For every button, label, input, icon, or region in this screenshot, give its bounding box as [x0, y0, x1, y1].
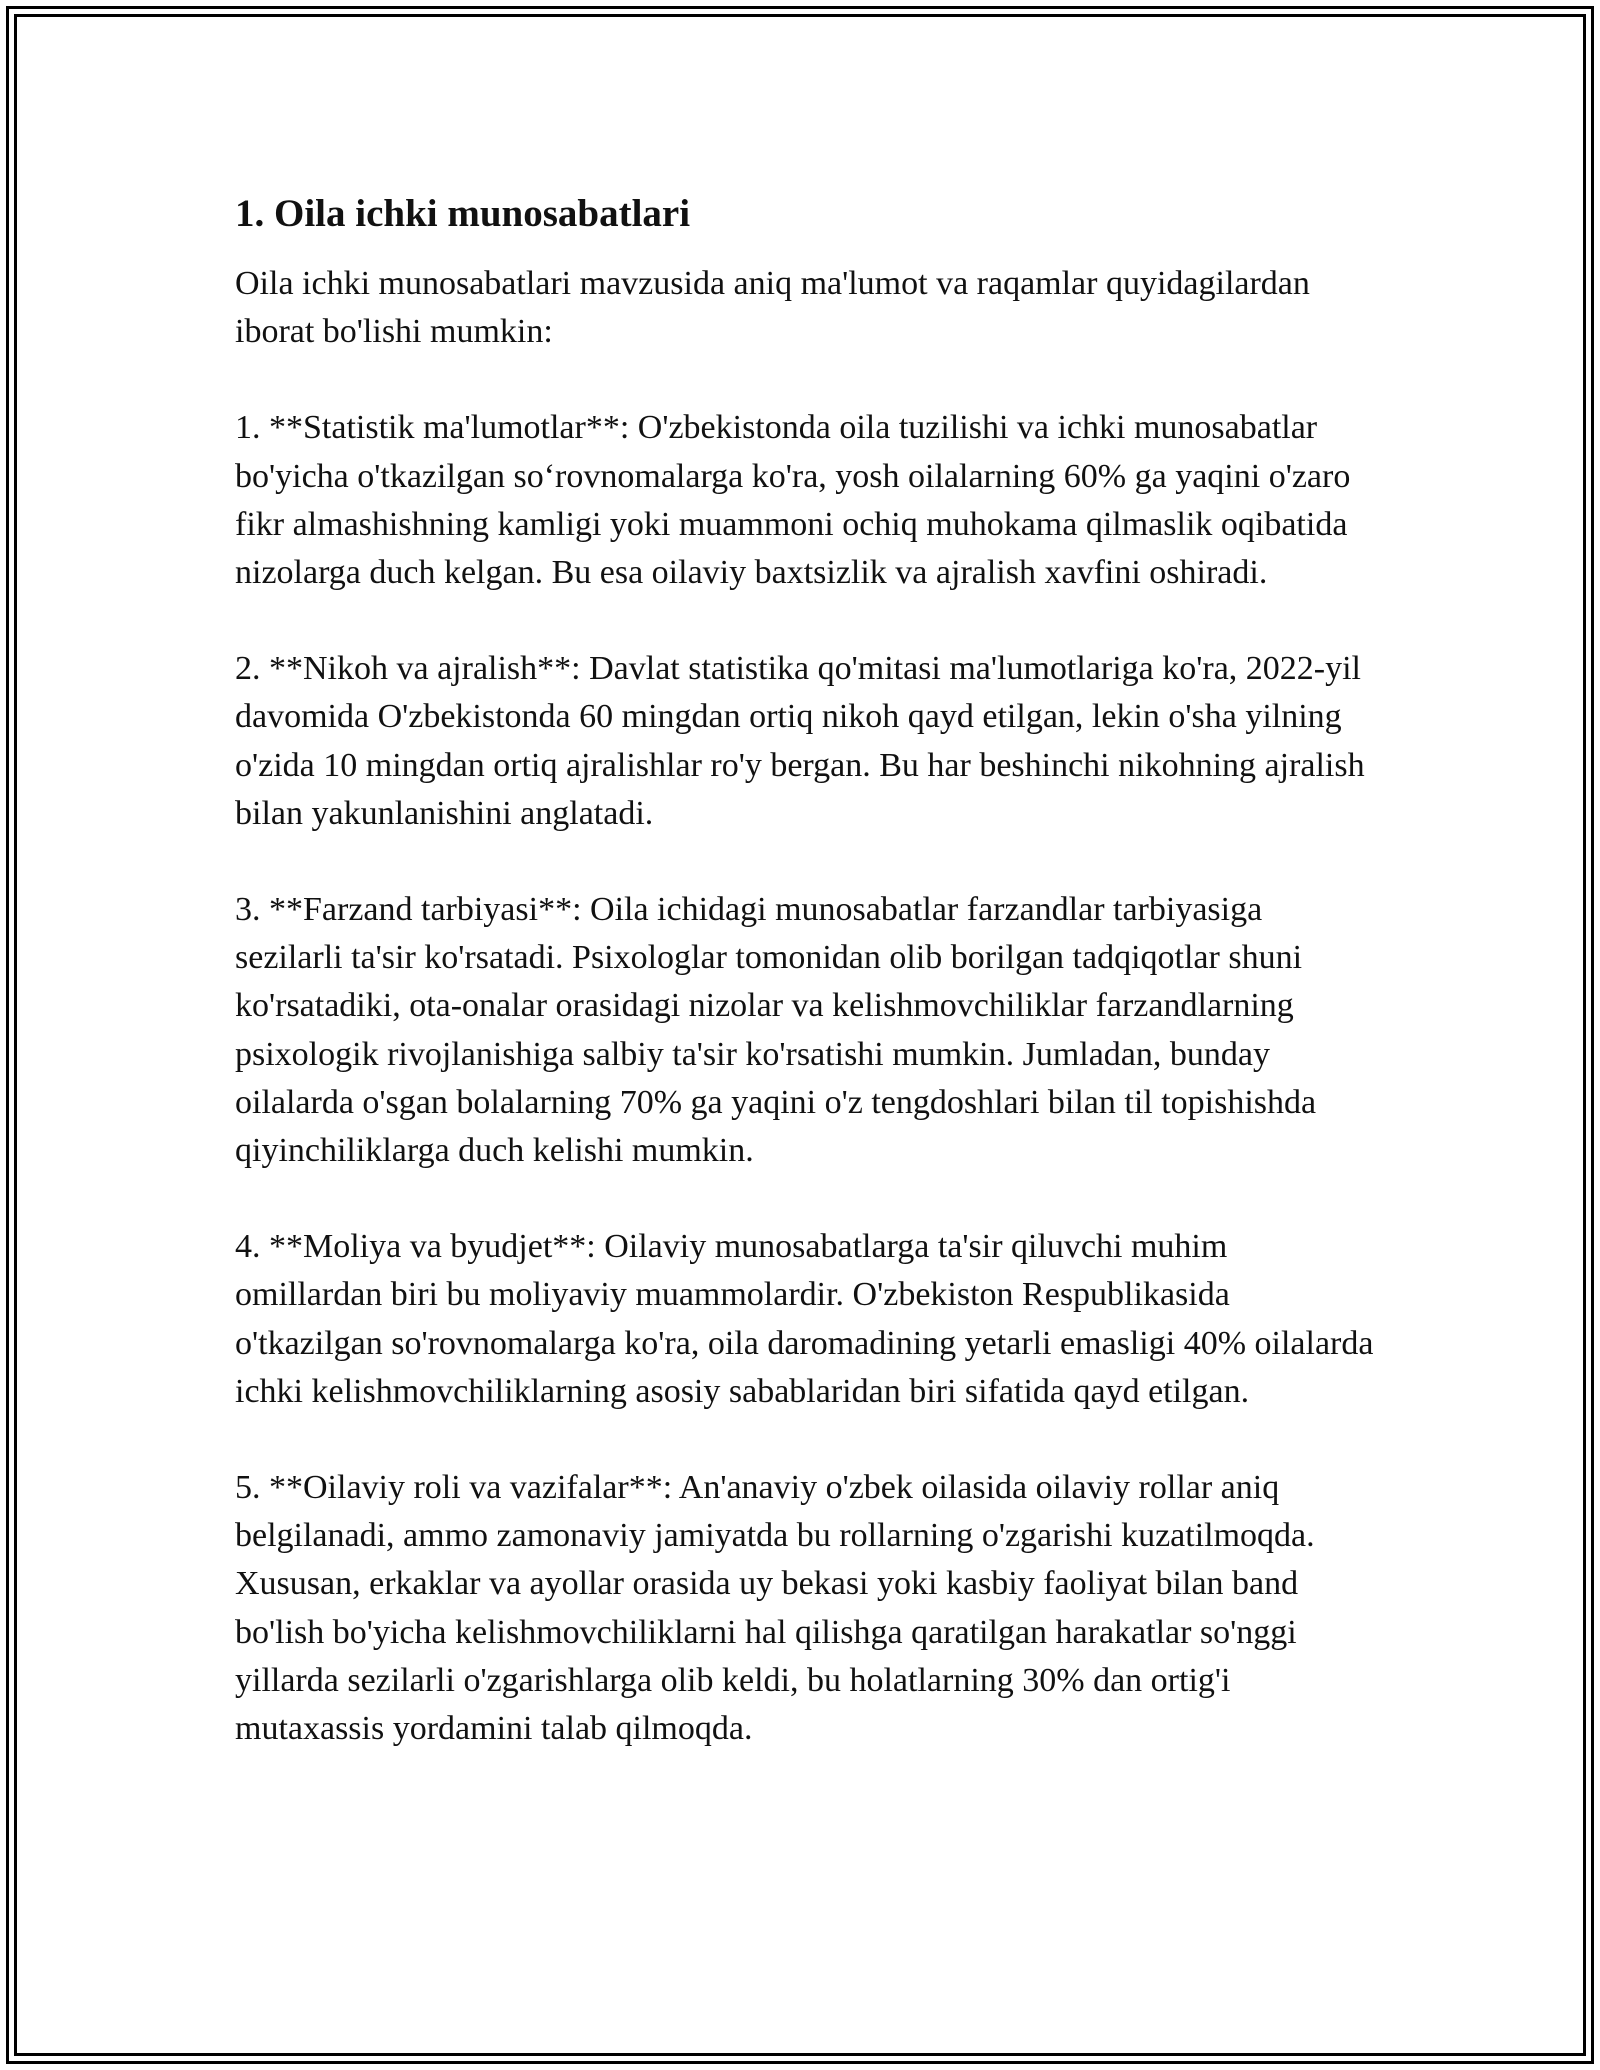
paragraph-family-roles: 5. **Oilaviy roli va vazifalar**: An'anaviy o'zbek oilasida oilaviy rollar aniq belgilanadi, ammo zamonaviy jamiyatda bu rollarning o'zgarishi kuzatilmoqda. Xususan, erkaklar va ayollar orasida uy bekasi yoki kasbiy faoliyat bilan band bo'lish bo'yicha kelishmovchiliklarni hal qilishga qaratilgan harakatlar so'nggi yillarda sezilarli o'zgarishlarga olib keldi, bu holatlarning 30% dan ortig'i mutaxassis yordamini talab qilmoqda. [235, 1469, 1315, 1748]
intro-paragraph: Oila ichki munosabatlari mavzusida aniq ma'lumot va raqamlar quyidagilardan iborat bo'lishi mumkin: [235, 265, 1310, 351]
paragraph-child-upbringing: 3. **Farzand tarbiyasi**: Oila ichidagi munosabatlar farzandlar tarbiyasiga sezilarli ta'sir ko'rsatadi. Psixologlar tomonidan olib borilgan tadqiqotlar shuni ko'rsatadiki, ota-onalar orasidagi nizolar va kelishmovchiliklar farzandlarning psixologik rivojlanishiga salbiy ta'sir ko'rsatishi mumkin. Jumladan, bunday oilalarda o'sgan bolalarning 70% ga yaqini o'z tengdoshlari bilan til topishishda qiyinchiliklarga duch kelishi mumkin. [235, 891, 1317, 1170]
paragraph-marriage-divorce: 2. **Nikoh va ajralish**: Davlat statistika qo'mitasi ma'lumotlariga ko'ra, 2022-yil davomida O'zbekistonda 60 mingdan ortiq nikoh qayd etilgan, lekin o'sha yilning o'zida 10 mingdan ortiq ajralishlar ro'y bergan. Bu har beshinchi nikohning ajralish bilan yakunlanishini anglatadi. [235, 650, 1365, 832]
paragraph-finance-budget: 4. **Moliya va byudjet**: Oilaviy munosabatlarga ta'sir qiluvchi muhim omillardan biri bu moliyaviy muammolardir. O'zbekiston Respublikasida o'tkazilgan so'rovnomalarga ko'ra, oila daromadining yetarli emasligi 40% oilalarda ichki kelishmovchiliklarning asosiy sabablaridan biri sifatida qayd etilgan. [235, 1228, 1374, 1410]
paragraph-statistics: 1. **Statistik ma'lumotlar**: O'zbekistonda oila tuzilishi va ichki munosabatlar bo'yicha o'tkazilgan so‘rovnomalarga ko'ra, yosh oilalarning 60% ga yaqini o'zaro fikr almashishning kamligi yoki muammoni ochiq muhokama qilmaslik oqibatida nizolarga duch kelgan. Bu esa oilaviy baxtsizlik va ajralish xavfini oshiradi. [235, 409, 1351, 592]
document-title: 1. Oila ichki munosabatlari [235, 192, 691, 235]
document-body [235, 190, 1375, 1801]
